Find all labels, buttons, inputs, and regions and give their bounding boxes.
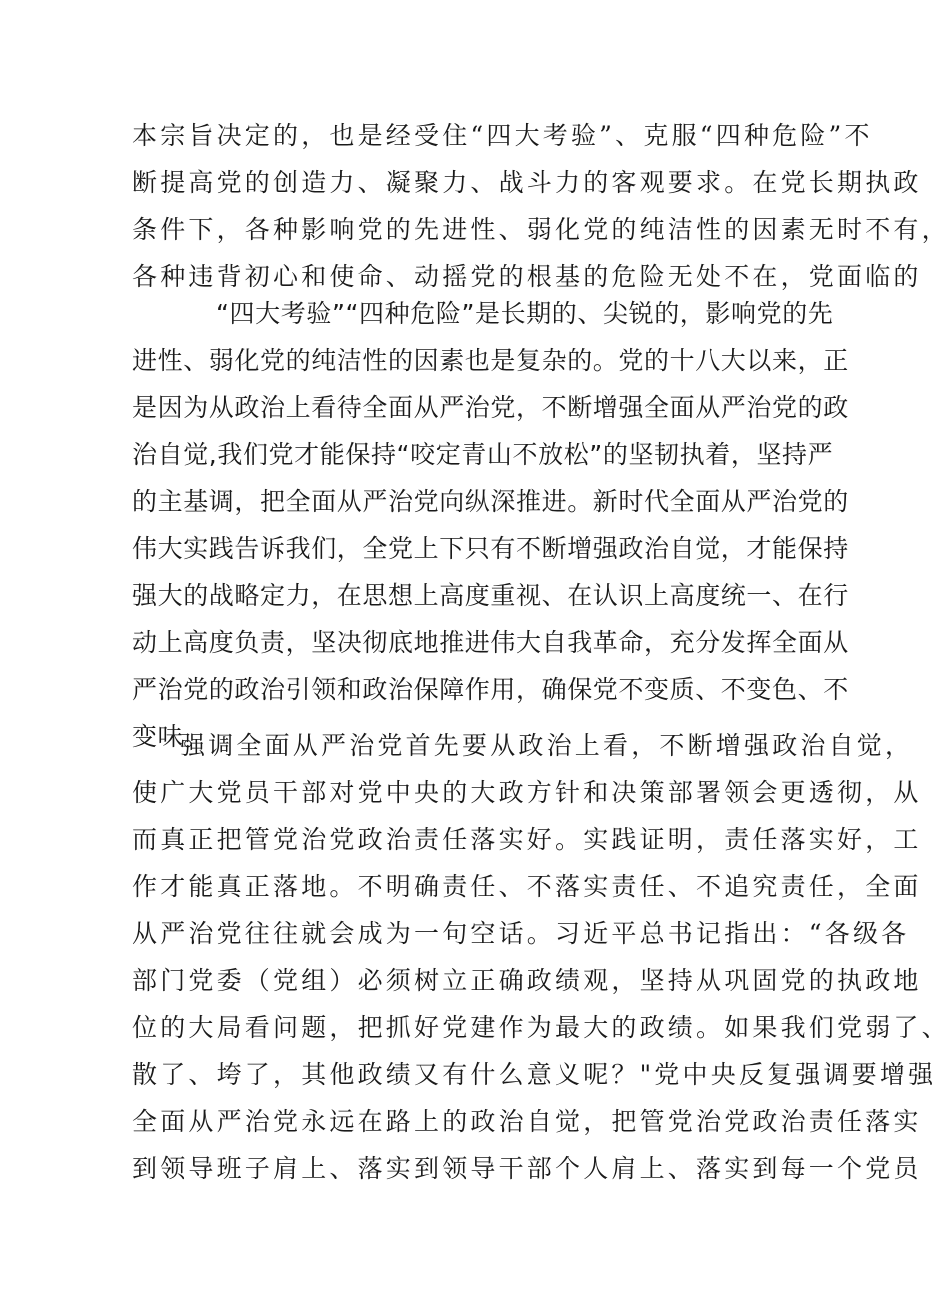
text-line: 而真正把管党治党政治责任落实好。实践证明，责任落实好，工 xyxy=(132,825,922,854)
text-line: 的主基调，把全面从严治党向纵深推进。新时代全面从严治党的 xyxy=(132,487,849,516)
text-line: 动上高度负责，坚决彻底地推进伟大自我革命，充分发挥全面从 xyxy=(132,628,849,657)
text-line: 作才能真正落地。不明确责任、不落实责任、不追究责任，全面 xyxy=(132,872,922,901)
text-line: 位的大局看问题，把抓好党建作为最大的政绩。如果我们党弱了、 xyxy=(132,1013,950,1042)
text-line: “四大考验”“四种危险”是长期的、尖锐的，影响党的先 xyxy=(216,299,834,328)
text-line: 全面从严治党永远在路上的政治自觉，把管党治党政治责任落实 xyxy=(132,1107,922,1136)
text-line: 进性、弱化党的纯洁性的因素也是复杂的。党的十八大以来，正 xyxy=(132,346,849,375)
text-line: 从严治党往往就会成为一句空话。习近平总书记指出：“各级各 xyxy=(132,919,910,948)
text-line: 本宗旨决定的，也是经受住“四大考验”、克服“四种危险”不 xyxy=(132,121,873,150)
text-line: 变味。 xyxy=(132,722,209,751)
text-line: 伟大实践告诉我们，全党上下只有不断增强政治自觉，才能保持 xyxy=(132,534,849,563)
text-line: 强大的战略定力，在思想上高度重视、在认识上高度统一、在行 xyxy=(132,581,849,610)
paragraph-1 xyxy=(132,112,950,300)
text-line: 强调全面从严治党首先要从政治上看，不断增强政治自觉， xyxy=(180,731,914,760)
text-line: 散了、垮了，其他政绩又有什么意义呢？"党中央反复强调要增强 xyxy=(132,1060,937,1089)
text-line: 各种违背初心和使命、动摇党的根基的危险无处不在，党面临的 xyxy=(132,262,922,291)
text-line: 严治党的政治引领和政治保障作用，确保党不变质、不变色、不 xyxy=(132,675,849,704)
text-line: 部门党委（党组）必须树立正确政绩观，坚持从巩固党的执政地 xyxy=(132,966,922,995)
text-line: 使广大党员干部对党中央的大政方针和决策部署领会更透彻，从 xyxy=(132,778,922,807)
paragraph-2 xyxy=(132,290,849,760)
text-line: 治自觉,我们党才能保持“咬定青山不放松”的坚韧执着，坚持严 xyxy=(132,440,834,469)
text-line: 条件下，各种影响党的先进性、弱化党的纯洁性的因素无时不有， xyxy=(132,215,950,244)
text-line: 断提高党的创造力、凝聚力、战斗力的客观要求。在党长期执政 xyxy=(132,168,922,197)
text-line: 是因为从政治上看待全面从严治党，不断增强全面从严治党的政 xyxy=(132,393,849,422)
paragraph-3 xyxy=(132,722,950,1192)
text-line: 到领导班子肩上、落实到领导干部个人肩上、落实到每一个党员 xyxy=(132,1154,922,1183)
